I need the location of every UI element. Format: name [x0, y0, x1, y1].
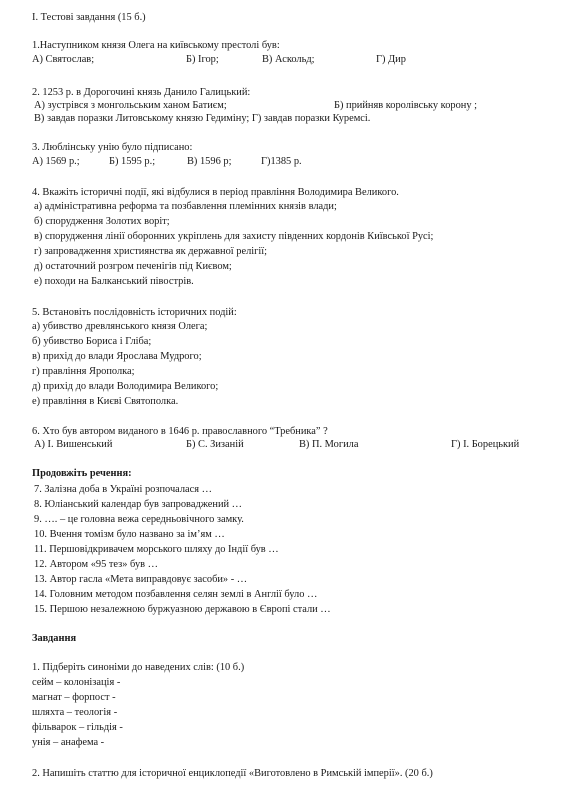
q4-option-f: е) походи на Балканський півострів.	[34, 276, 194, 287]
task-1-pair-3: шляхта – теологія -	[32, 707, 118, 718]
q6-option-c: В) П. Могила	[299, 439, 359, 450]
question-3: 3. Люблінську унію було підписано:	[32, 142, 193, 153]
q1-option-d: Г) Дир	[376, 54, 406, 65]
q4-option-b: б) спорудження Золотих воріт;	[34, 216, 170, 227]
task-1-pair-4: фільварок – гільдія -	[32, 722, 123, 733]
question-5: 5. Встановіть послідовність історичних подій:	[32, 307, 237, 318]
q2-option-cd: В) завдав поразки Литовському князю Гедиміну; Г) завдав поразки Куремсі.	[34, 113, 371, 124]
q5-option-b: б) убивство Бориса і Гліба;	[32, 336, 152, 347]
q5-option-a: а) убивство древлянського князя Олега;	[32, 321, 208, 332]
question-1: 1.Наступником князя Олега на київському престолі був:	[32, 40, 280, 51]
q4-option-a: а) адміністративна реформа та позбавлення племінних князів влади;	[34, 201, 337, 212]
q3-option-d: Г)1385 р.	[261, 156, 302, 167]
q6-option-a: А) І. Вишенський	[34, 439, 113, 450]
q5-option-d: г) правління Ярополка;	[32, 366, 135, 377]
task-1-pair-2: магнат – форпост -	[32, 692, 116, 703]
q1-option-c: В) Аскольд;	[262, 54, 315, 65]
q3-option-b: Б) 1595 р.;	[109, 156, 156, 167]
continue-section-title: Продовжіть речення:	[32, 468, 132, 479]
q2-option-b: Б) прийняв королівську корону ;	[334, 100, 478, 111]
continue-item-11: 11. Першовідкривачем морського шляху до Індії був …	[34, 544, 279, 555]
q2-option-a: А) зустрівся з монгольським ханом Батиєм;	[34, 100, 227, 111]
section-heading: І. Тестові завдання (15 б.)	[32, 12, 146, 23]
q1-option-a: А) Святослав;	[32, 54, 95, 65]
q3-option-c: В) 1596 р;	[187, 156, 232, 167]
q5-option-e: д) прихід до влади Володимира Великого;	[32, 381, 219, 392]
tasks-section-title: Завдання	[32, 633, 77, 644]
q6-option-d: Г) І. Борецький	[451, 439, 520, 450]
q4-option-c: в) спорудження лінії оборонних укріплень для захисту південних кордонів Київської Русі;	[34, 231, 434, 242]
question-2: 2. 1253 р. в Дорогочині князь Данило Галицький:	[32, 87, 251, 98]
continue-item-14: 14. Головним методом позбавлення селян землі в Англії було …	[34, 589, 318, 600]
q4-option-d: г) запровадження християнства як державної релігії;	[34, 246, 268, 257]
q4-option-e: д) остаточний розгром печенігів під Києвом;	[34, 261, 232, 272]
continue-item-8: 8. Юліанський календар був запроваджений …	[34, 499, 243, 510]
continue-item-7: 7. Залізна доба в Україні розпочалася …	[34, 484, 213, 495]
task-1-text: 1. Підберіть синоніми до наведених слів: (10 б.)	[32, 662, 245, 673]
q1-option-b: Б) Ігор;	[186, 54, 219, 65]
question-4: 4. Вкажіть історичні події, які відбулися в період правління Володимира Великого.	[32, 187, 399, 198]
continue-item-9: 9. …. – це головна вежа середньовічного замку.	[34, 514, 244, 525]
task-1-pair-5: унія – анафема -	[32, 737, 105, 748]
question-6: 6. Хто був автором виданого в 1646 р. православного “Требника” ?	[32, 426, 328, 437]
q3-option-a: А) 1569 р.;	[32, 156, 80, 167]
q5-option-c: в) прихід до влади Ярослава Мудрого;	[32, 351, 202, 362]
task-2-text: 2. Напишіть статтю для історичної енциклопедії «Виготовлено в Римській імперії». (20 б.)	[32, 768, 433, 779]
continue-item-13: 13. Автор гасла «Мета виправдовує засоби» - …	[34, 574, 248, 585]
task-1-pair-1: сейм – колонізація -	[32, 677, 121, 688]
continue-item-10: 10. Вчення томізм було названо за ім’ям …	[34, 529, 225, 540]
continue-item-12: 12. Автором «95 тез» був …	[34, 559, 159, 570]
q6-option-b: Б) С. Зизаній	[186, 439, 244, 450]
continue-item-15: 15. Першою незалежною буржуазною державою в Європі стали …	[34, 604, 331, 615]
q5-option-f: е) правління в Києві Святополка.	[32, 396, 179, 407]
